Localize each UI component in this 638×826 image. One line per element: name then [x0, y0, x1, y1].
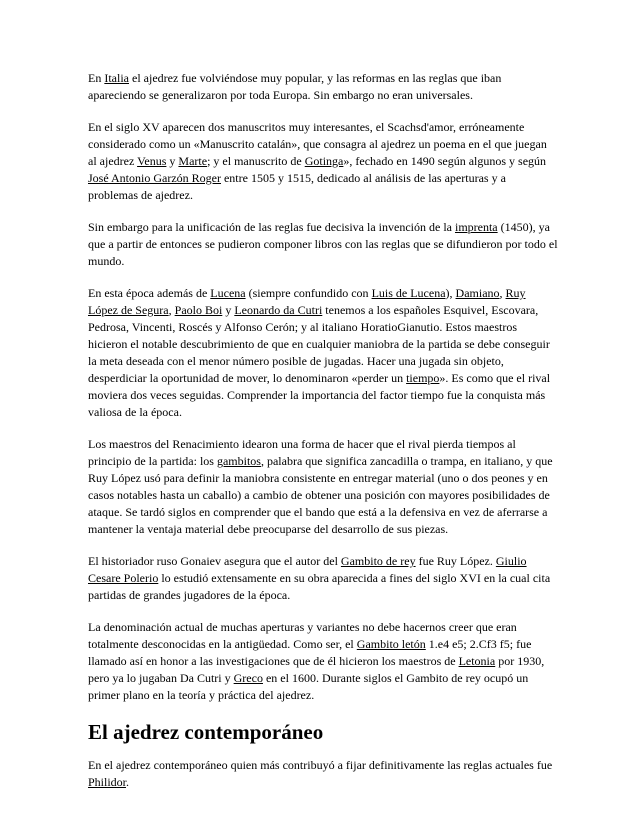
link-gotinga[interactable]: Gotinga [304, 154, 344, 168]
text-run: (1450), ya que a partir de entonces se pudieron componer libros con las reglas que se difundieron por todo el mundo. [88, 220, 558, 268]
link-tiempo[interactable]: tiempo [406, 371, 440, 385]
link-gambito-de-rey[interactable]: Gambito de rey [340, 554, 416, 568]
section-heading: El ajedrez contemporáneo [88, 720, 324, 744]
paragraph [88, 757, 558, 791]
paragraph [88, 285, 558, 421]
text-run: En esta época además de [88, 286, 211, 300]
text-run: En [88, 71, 105, 85]
text-run: ». Es como que el rival moviera dos veces seguidas. Comprender la importancia del factor tiempo fue la conquista más valiosa de la época. [88, 371, 551, 419]
link-gambitos[interactable]: gambitos [216, 454, 261, 468]
text-run: , [499, 286, 506, 300]
link-gambito-leton[interactable]: Gambito letón [356, 637, 426, 651]
text-run: . [126, 775, 130, 789]
text-run: y [166, 154, 179, 168]
text-run: », fechado en 1490 según algunos y según [343, 154, 547, 168]
paragraph [88, 553, 558, 604]
text-run: , [168, 303, 175, 317]
link-giulio-cesare-polerio[interactable]: Giulio Cesare Polerio [88, 554, 527, 585]
paragraph [88, 436, 558, 538]
text-run: En el siglo XV aparecen dos manuscritos muy interesantes, el Scachsd'amor, erróneamente considerado como un «Manuscrito catalán», que consagra al ajedrez un poema en el que juegan al ajedrez [88, 120, 547, 168]
text-run: 1.e4 e5; 2.Cf3 f5; fue llamado así en honor a las investigaciones que de él hicieron los maestros de [88, 637, 532, 668]
link-paolo-boi[interactable]: Paolo Boi [174, 303, 223, 317]
paragraph [88, 119, 558, 204]
text-run: entre 1505 y 1515, dedicado al análisis de las aperturas y a problemas de ajedrez. [88, 171, 506, 202]
paragraph [88, 219, 558, 270]
text-run: ), [445, 286, 456, 300]
text-run: en el 1600. Durante siglos el Gambito de rey ocupó un primer plano en la teoría y práctica del ajedrez. [88, 671, 529, 702]
text-run: Los maestros del Renacimiento idearon una forma de hacer que el rival pierda tiempos al principio de la partida: los [88, 437, 516, 468]
text-run: el ajedrez fue volviéndose muy popular, y las reformas en las reglas que iban apareciendo se generalizaron por toda Europa. Sin embargo no eran universales. [88, 71, 502, 102]
text-run: tenemos a los españoles Esquivel, Escovara, Pedrosa, Vincenti, Roscés y Alfonso Cerón; y al italiano HoratioGianutio. Estos maestros hicieron el notable descubrimiento de que en cualquier maniobra de la partida se debe conseguir la meta deseada con el menor número posible de jugadas. Hacer una jugada sin objeto, desperdiciar la oportunidad de mover, lo denominaron «perder un [88, 303, 550, 385]
text-run: lo estudió extensamente en su obra aparecida a fines del siglo XVI en la cual cita partidas de grandes jugadores de la época. [88, 571, 551, 602]
paragraph [88, 619, 558, 704]
text-run: por 1930, pero ya lo jugaban Da Cutri y [88, 654, 545, 685]
link-greco[interactable]: Greco [233, 671, 263, 685]
text-run: El historiador ruso Gonaiev asegura que el autor del [88, 554, 341, 568]
link-philidor[interactable]: Philidor [88, 775, 127, 789]
text-run: fue Ruy López. [415, 554, 496, 568]
text-run: La denominación actual de muchas aperturas y variantes no debe hacernos creer que eran totalmente desconocidas en la antigüedad. Como ser, el [88, 620, 517, 651]
link-jose-antonio-garzon-roger[interactable]: José Antonio Garzón Roger [88, 171, 221, 185]
link-luis-de-lucena[interactable]: Luis de Lucena [371, 286, 446, 300]
text-run: , palabra que significa zancadilla o trampa, en italiano, y que Ruy López usó para definir la maniobra consistente en entregar material (uno o dos peones y en casos notables hasta un caballo) a cambio de obtener una posición con mayores posibilidades de ataque. Se tardó siglos en comprender que el bando que está a la defensiva en vez de aferrarse a mantener la ventaja material debe preocuparse del desarrollo de sus piezas. [88, 454, 553, 536]
text-run: ; y el manuscrito de [207, 154, 305, 168]
link-lucena[interactable]: Lucena [210, 286, 246, 300]
text-run: (siempre confundido con [245, 286, 372, 300]
link-damiano[interactable]: Damiano [455, 286, 500, 300]
link-leonardo-da-cutri[interactable]: Leonardo da Cutri [234, 303, 323, 317]
link-imprenta[interactable]: imprenta [454, 220, 498, 234]
link-letonia[interactable]: Letonia [458, 654, 496, 668]
link-marte[interactable]: Marte [178, 154, 208, 168]
body-text [88, 70, 558, 704]
text-run: En el ajedrez contemporáneo quien más contribuyó a fijar definitivamente las reglas actuales fue [88, 758, 553, 772]
link-ruy-lopez-de-segura[interactable]: Ruy López de Segura [88, 286, 526, 317]
link-italia[interactable]: Italia [104, 71, 129, 85]
section-body-text [88, 757, 558, 791]
paragraph [88, 70, 558, 104]
link-venus[interactable]: Venus [137, 154, 167, 168]
text-run: y [222, 303, 235, 317]
text-run: Sin embargo para la unificación de las reglas fue decisiva la invención de la [88, 220, 455, 234]
